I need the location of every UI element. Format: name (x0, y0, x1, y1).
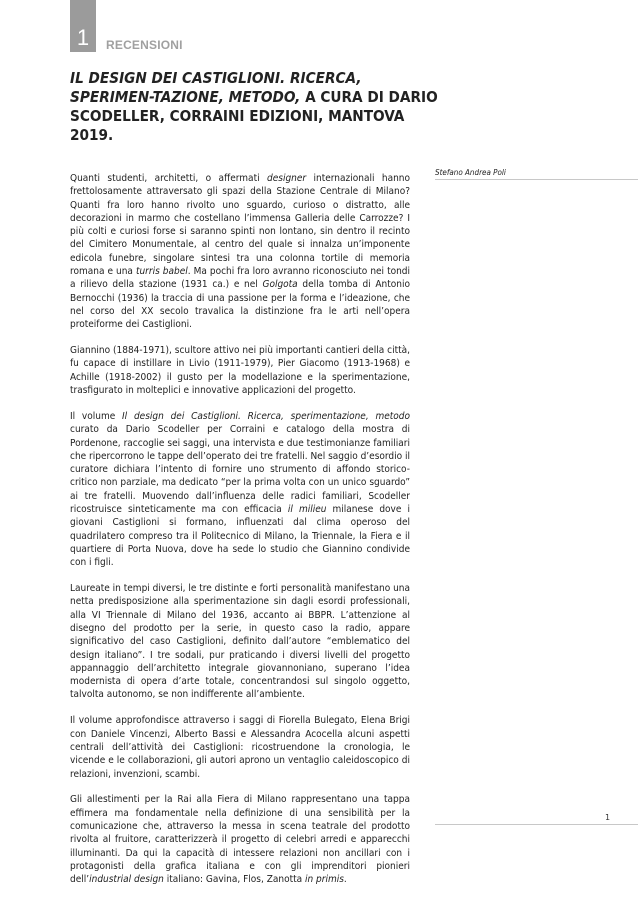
paragraph (70, 793, 410, 886)
book-title: IL DESIGN DEI CASTIGLIONI. RICERCA, SPERIMEN-TAZIONE, METODO, (70, 69, 362, 106)
paragraph (70, 344, 410, 397)
italic-run: in primis (305, 874, 344, 886)
text-run: della tomba di Antonio Bernocchi (1936) la traccia di una passione per la forma e l’ideazione, che nel corso del XX secolo travalica la distinzione fra le arti nell’opera proteiforme dei Castiglioni. (70, 279, 410, 331)
italic-run: designer (267, 173, 307, 184)
text-run: Laureate in tempi diversi, le tre distinte e forti personalità manifestano una netta predisposizione alla sperimentazione sin dagli esordi professionali, alla VI Triennale di Milano del 1936, accanto ai BBPR. L’attenzione al disegno del prodotto per la serie, in questo caso la radio, appare significativo del caso Castiglioni, definito dall’autore “emblematico del design italiano”. I tre sodali, pur praticando i diversi livelli del progetto appannaggio dell’architetto integrale giovannoniano, superano l’idea modernista di opera d’arte totale, concentrandosi sul singolo oggetto, talvolta autonomo, se non indifferente all’ambiente. (70, 583, 410, 701)
text-run: . (343, 874, 347, 886)
text-run: Quanti studenti, architetti, o affermati (70, 173, 268, 184)
book-details: A CURA DI DARIO SCODELLER, CORRAINI EDIZIONI, MANTOVA 2019. (70, 88, 438, 144)
paragraph (70, 410, 410, 570)
text-run: italiano: Gavina, Flos, Zanotta (163, 874, 305, 886)
text-run: internazionali hanno frettolosamente attraversato gli spazi della Stazione Centrale di Milano? Quanti fra loro hanno rivolto uno sguardo, curioso o distratto, alle decorazioni in marmo che costellano l’immensa Galleria delle Carrozze? I più colti e curiosi forse si saranno spinti non lontano, sin dentro il recinto del Cimitero Monumentale, al centro del quale si innalza un’imponente edicola funebre, singolare sintesi tra una colonna tortile di memoria romana e una (70, 173, 410, 278)
text-run: . Ma pochi fra loro avranno riconosciuto nei tondi a rilievo della stazione (1931 ca.) e nel (70, 266, 411, 291)
section-number: 1 (76, 25, 90, 50)
paragraph (70, 714, 410, 780)
italic-run: Il design dei Castiglioni. Ricerca, sperimentazione, metodo (122, 410, 410, 422)
section-tab (70, 0, 96, 52)
italic-run: il milieu (287, 504, 327, 516)
author-name: Stefano Andrea Poli (435, 168, 638, 180)
text-run: milanese dove i giovani Castiglioni si formano, influenzati dal clima operoso del quadrilatero compreso tra il Politecnico di Milano, la Triennale, la Fiera e il quartiere di Porta Nuova, dove ha sede lo studio che Giannino condivide con i figli. (70, 504, 410, 569)
review-headline (70, 69, 450, 145)
text-run: Giannino (1884-1971), scultore attivo nei più importanti cantieri della città, fu capace di instillare in Livio (1911-1979), Pier Giacomo (1913-1968) e Achille (1918-2002) il gusto per la modellazione e la sperimentazione, trasfigurato in molteplici e innovative applicazioni del progetto. (70, 345, 410, 397)
text-run: Il volume (70, 410, 123, 422)
paragraph (70, 582, 410, 702)
paragraph (70, 172, 410, 332)
section-label: RECENSIONI (106, 38, 183, 52)
text-run: Gli allestimenti per la Rai alla Fiera di Milano rappresentano una tappa effimera ma fondamentale nella definizione di una sensibilità per la comunicazione che, attraverso la messa in scena teatrale del prodotto rivolta al fruitore, caratterizzerà il progetto di celebri arredi e apparecchi illuminanti. Da qui la capacità di intessere relazioni non ancillari con i protagonisti della grafica italiana e con gli imprenditori pionieri dell’ (70, 794, 410, 886)
italic-run: Golgota (262, 279, 298, 291)
text-run: curato da Dario Scodeller per Corraini e catalogo della mostra di Pordenone, raccoglie sei saggi, una intervista e due testimonianze familiari che ripercorrono le tappe dell’operato dei tre fratelli. Nel saggio d’esordio il curatore dichiara l’intento di fornire uno strumento di affondo storico-critico non parziale, ma dedicato “per la prima volta con un unico sguardo” ai tre fratelli. Muovendo dall’influenza delle radici familiari, Scodeller ricostruisce sinteticamente ma con efficacia (70, 424, 410, 516)
italic-run: industrial design (89, 874, 164, 886)
article-body (70, 172, 410, 899)
page-number: 1 (605, 813, 611, 822)
italic-run: turris babel (135, 266, 188, 278)
footer-rule (435, 824, 638, 825)
text-run: Il volume approfondisce attraverso i saggi di Fiorella Bulegato, Elena Brigi con Daniele Vincenzi, Alberto Bassi e Alessandra Acocella alcuni aspetti centrali dell’attività dei Castiglioni: ricostruendone la cronologia, le vicende e le collaborazioni, gli autori aprono un ventaglio caleidoscopico di relazioni, invenzioni, scambi. (70, 715, 410, 780)
